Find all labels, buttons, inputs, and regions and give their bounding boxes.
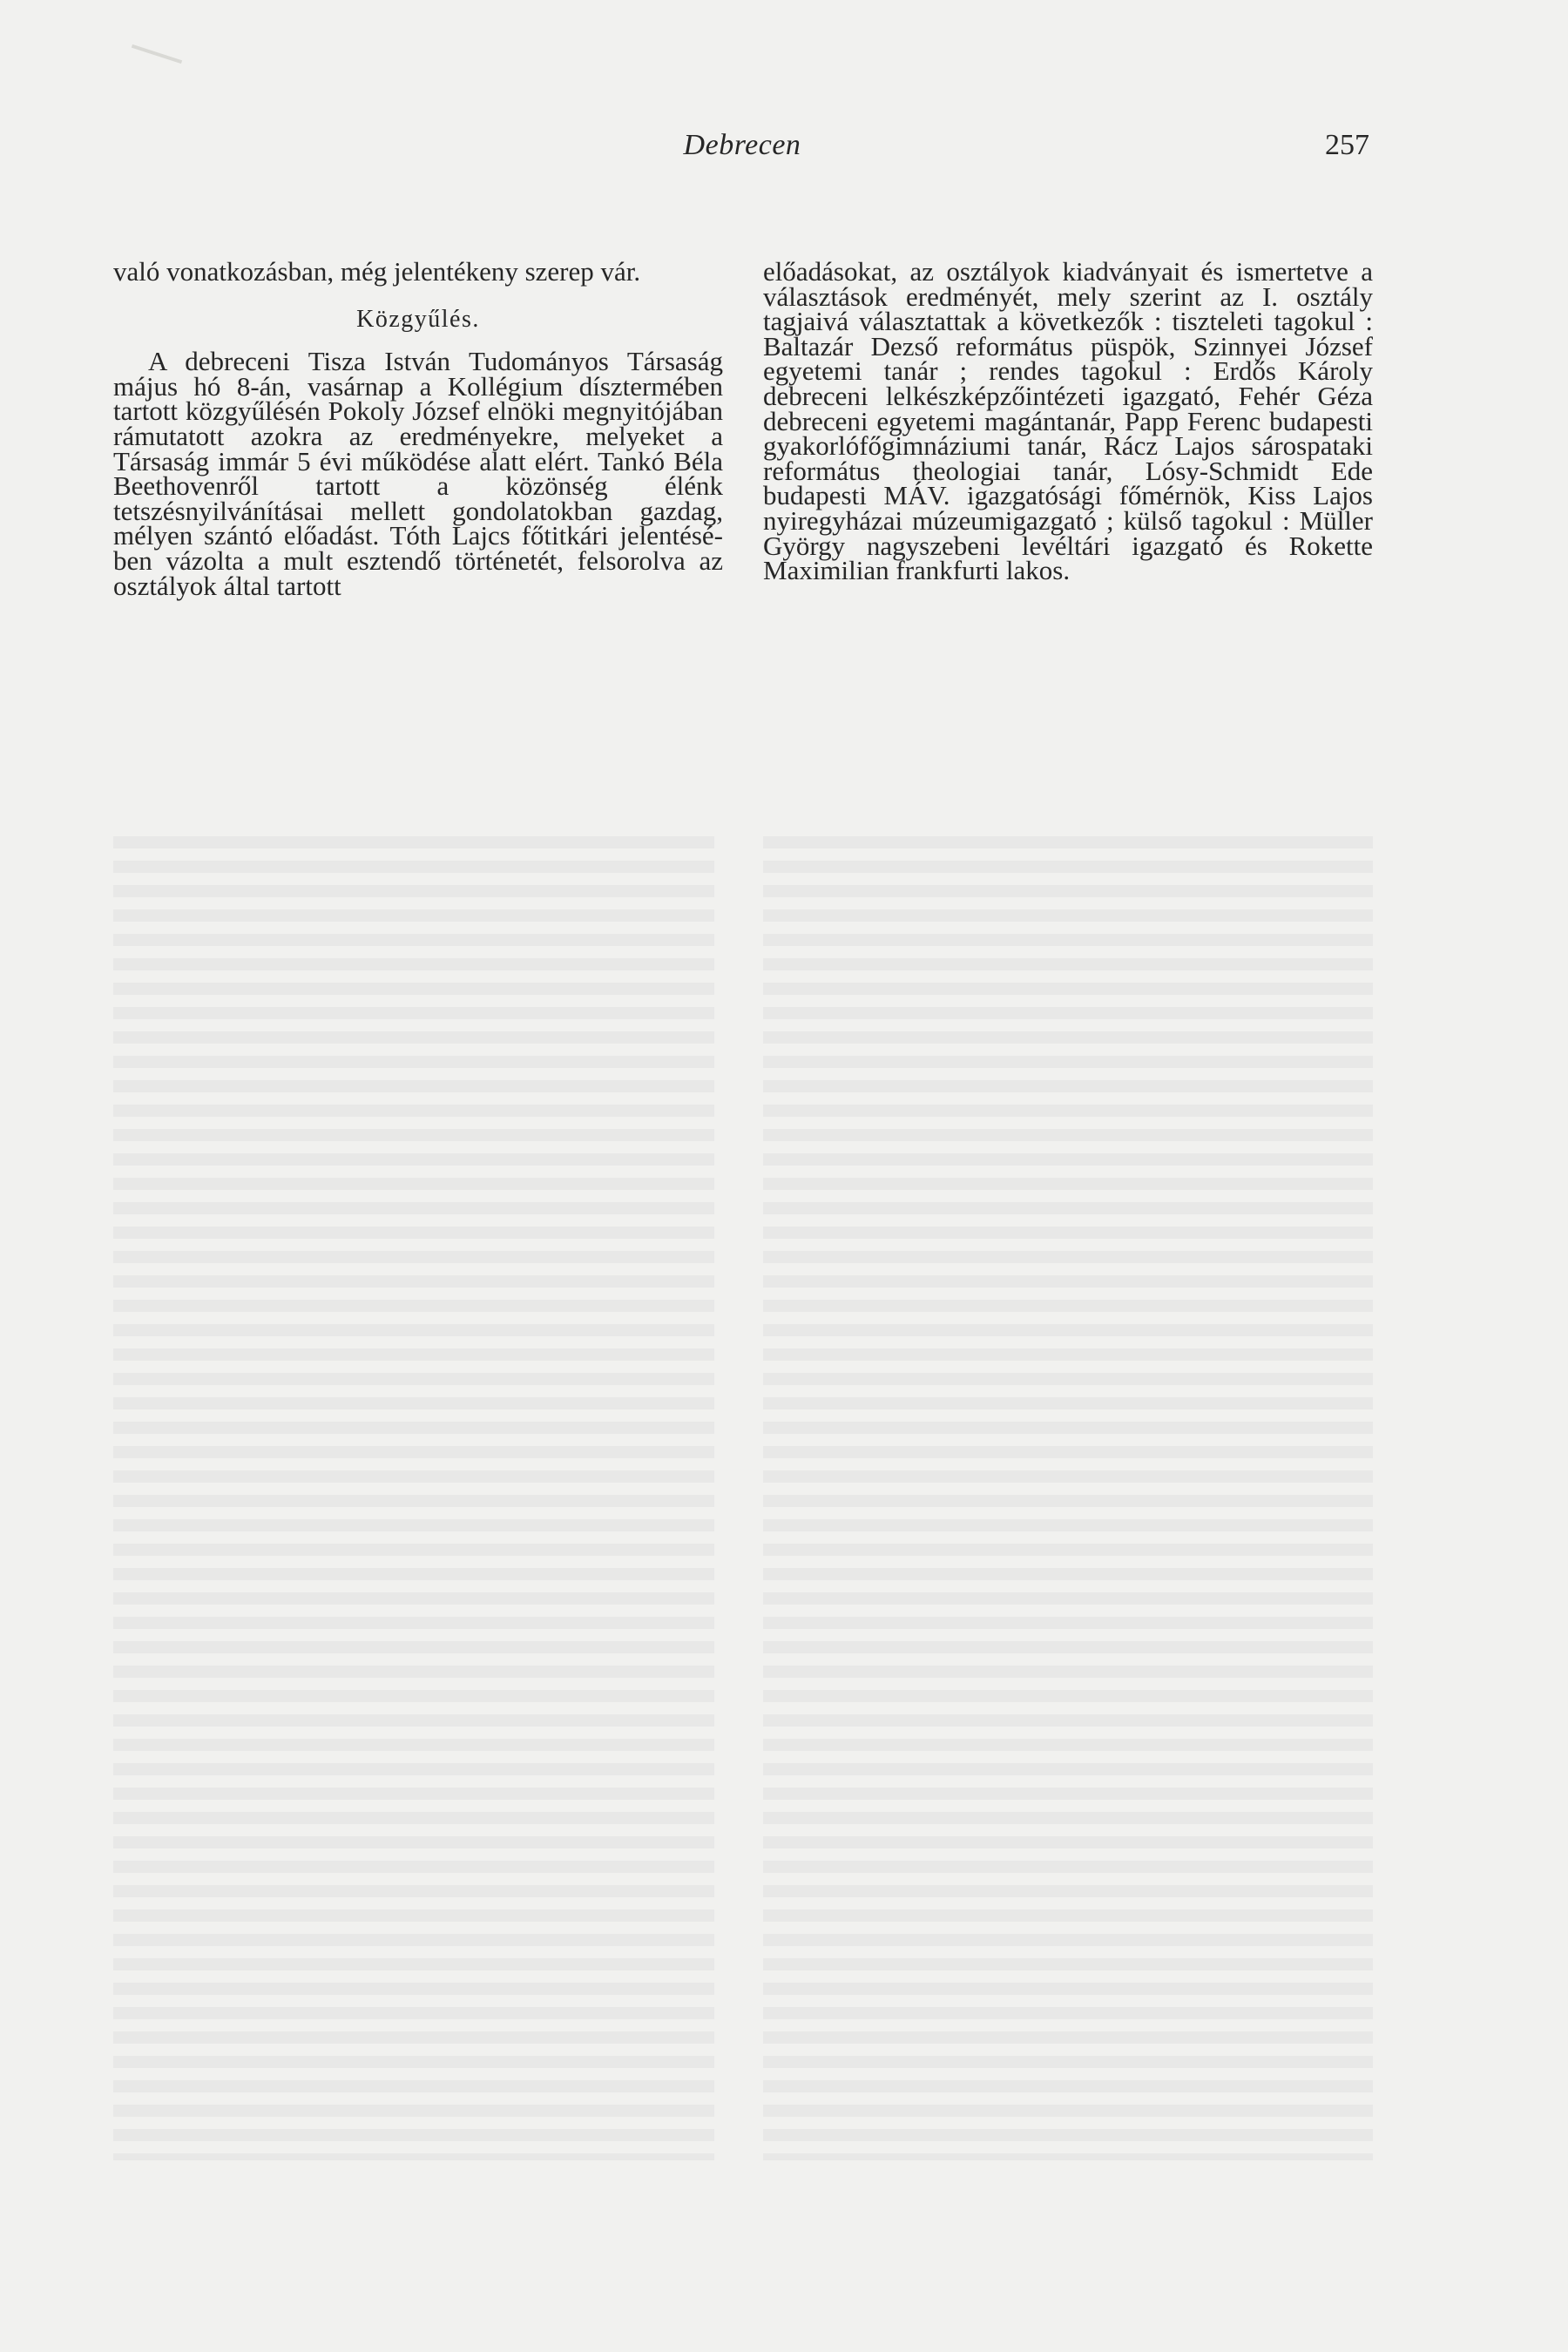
running-title: Debrecen (683, 129, 801, 161)
left-column (113, 256, 723, 601)
running-head (115, 129, 1369, 171)
body-paragraph: A debreceni Tisza István Tudományos Társaság május hó 8-án, vasárnap a Kollégium dísztermében tartott közgyűlésén Pokoly József elnöki megnyitójában rámutatott azokra az eredményekre, melyeket a Társaság immár 5 évi működése alatt elért. Tankó Béla Beethovenről tartott a közönség élénk tetszésnyilvánításai mellett gondolatokban gazdag, mélyen szántó előadást. Tóth Lajcs főtitkári jelentésében vázolta a mult esztendő történetét, felsorolva az osztályok által tartott (113, 346, 723, 601)
right-column (763, 256, 1373, 586)
page-number: 257 (1325, 129, 1369, 161)
bleed-through-right (763, 836, 1373, 2160)
section-heading: Közgyűlés. (356, 305, 480, 333)
continued-paragraph: előadásokat, az osztályok kiadványait és ismertetve a választások eredményét, mely szerint az I. osztály tagjaivá választattak a következők : tiszteleti tagokul : Baltazár Dezső református püspök, Szinnyei József egyetemi tanár ; rendes tagokul : Erdős Károly debreceni lelkészképzőintézeti igazgató, Fehér Géza debreceni egyetemi magántanár, Papp Ferenc budapesti gyakorlófőgimnáziumi tanár, Rácz Lajos sárospataki református theologiai tanár, Lósy-Schmidt Ede budapesti MÁV. igazgatósági főmérnök, Kiss Lajos nyiregyházai múzeumigazgató ; külső tagokul : Müller György nagyszebeni levéltári igazgató és Rokette Maximilian frankfurti lakos. (763, 256, 1373, 586)
opening-paragraph: való vonatkozásban, még jelentékeny szerep vár. (113, 256, 641, 287)
scan-smudge (132, 44, 182, 64)
bleed-through-left (113, 836, 714, 2160)
